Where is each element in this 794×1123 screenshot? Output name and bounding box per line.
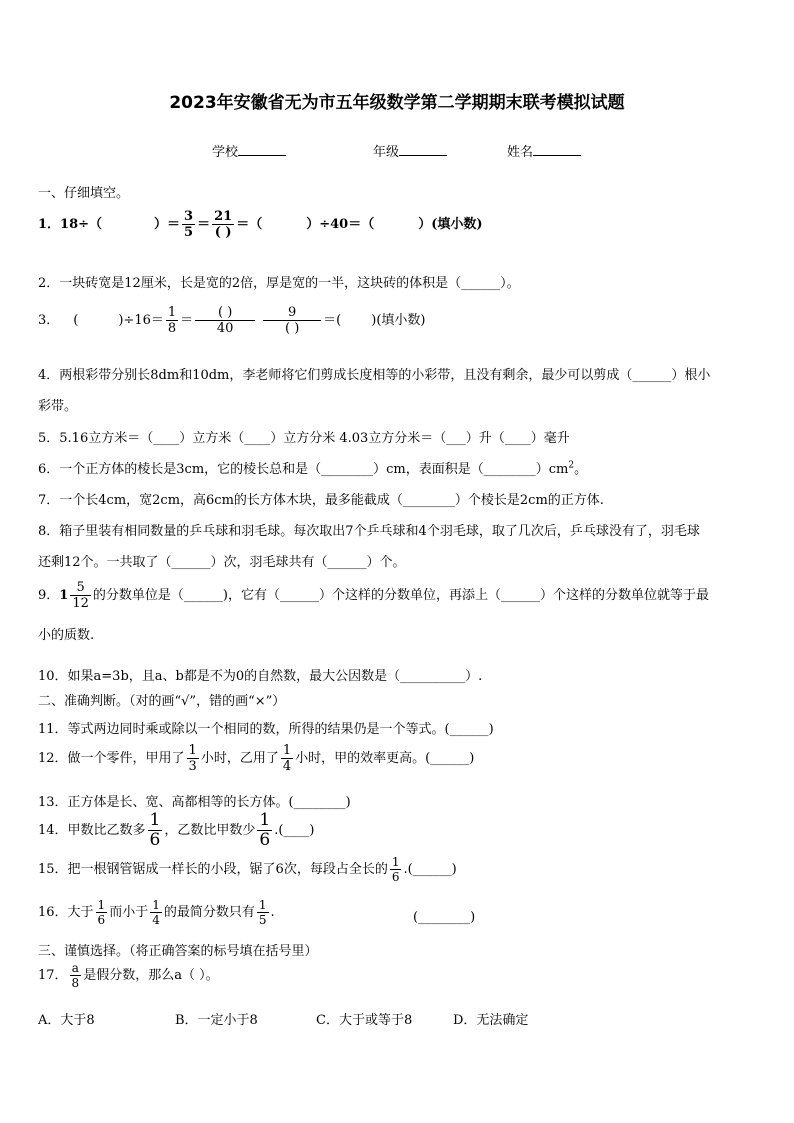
question-1 — [38, 210, 483, 239]
grade-field[interactable] — [373, 141, 447, 160]
question-8-line-1: 8．箱子里装有相同数量的乒乓球和羽毛球。每次取出7个乒乓球和4个羽毛球，取了几次后，乒乓球没有了，羽毛球 — [38, 524, 700, 539]
q9-whole-part: 1 — [59, 588, 69, 603]
q16-fraction-3: $\frac{1}{5}$ — [258, 898, 267, 927]
q1-fraction-1: $\frac{3}{5}$ — [184, 209, 194, 240]
question-9-line-2: 小的质数. — [38, 628, 95, 643]
q15-text-b: .(______) — [403, 862, 457, 877]
question-2: 2．一块砖宽是12厘米，长是宽的2倍，厚是宽的一半，这块砖的体积是（______）。 — [38, 276, 520, 291]
q3-text-c: ＝( — [323, 313, 342, 328]
question-14 — [38, 812, 315, 849]
question-4-line-1: 4．两根彩带分别长8dm和10dm，李老师将它们剪成长度相等的小彩带，且没有剩余，最少可以剪成（______）根小 — [38, 368, 711, 383]
q12-fraction-2: $\frac{1}{4}$ — [282, 743, 292, 774]
q6-superscript: 2 — [568, 460, 575, 471]
question-7: 7．一个长4cm，宽2cm，高6cm的长方体木块，最多能截成（________）个棱长是2cm的正方体. — [38, 493, 604, 508]
q14-text-c: .(____) — [274, 823, 315, 838]
question-number: 17． — [38, 968, 68, 983]
question-4-line-2: 彩带。 — [38, 399, 78, 414]
page-title: 2023年安徽省无为市五年级数学第二学期期末联考模拟试题 — [169, 93, 625, 113]
school-blank[interactable] — [238, 142, 286, 156]
q3-fraction-1: $\frac{1}{8}$ — [167, 305, 177, 336]
question-10: 10．如果a=3b，且a、b都是不为0的自然数，最大公因数是（__________）. — [38, 669, 483, 684]
question-number: 3． — [38, 313, 60, 328]
question-16 — [38, 899, 275, 926]
name-label: 姓名 — [507, 145, 534, 160]
question-5: 5．5.16立方米＝（____）立方米（____）立方分米 4.03立方分米＝（___）升（____）毫升 — [38, 431, 570, 446]
q17-option-c[interactable]: C．大于或等于8 — [316, 1013, 413, 1028]
q16-fraction-2: $\frac{1}{4}$ — [152, 898, 160, 927]
q15-fraction: $\frac{1}{6}$ — [391, 855, 400, 884]
q1-text-a: 18÷（ — [60, 217, 103, 232]
question-number: 1． — [38, 217, 61, 232]
q14-text-a: 14．甲数比乙数多 — [38, 823, 146, 838]
question-17 — [38, 962, 219, 989]
q17-option-d[interactable]: D．无法确定 — [453, 1013, 529, 1028]
q1-equals: ＝ — [197, 217, 211, 232]
name-field[interactable] — [507, 141, 581, 160]
q16-text-d: . — [270, 905, 275, 920]
q12-text-b: 小时，乙用了 — [200, 751, 279, 766]
q6-text-b: 。 — [574, 462, 588, 477]
q3-fraction-2: $\frac{( )}{40}$ — [195, 306, 255, 335]
q1-text-d: ）÷40＝（ — [306, 217, 375, 232]
school-label: 学校 — [212, 145, 239, 160]
q12-text-c: 小时，甲的效率更高。(______) — [295, 751, 475, 766]
q17-fraction: $\frac{a}{8}$ — [71, 961, 80, 990]
question-3 — [38, 306, 425, 335]
q3-equals: ＝ — [180, 313, 194, 328]
q16-fraction-1: $\frac{1}{6}$ — [97, 898, 106, 927]
question-6 — [38, 458, 587, 477]
q6-text-a: 6．一个正方体的棱长是3cm，它的棱长总和是（________）cm，表面积是（________）cm — [38, 462, 569, 477]
q3-text-d: )(填小数) — [371, 313, 426, 328]
q17-option-a[interactable]: A．大于8 — [38, 1013, 95, 1028]
section-2-heading: 二、准确判断。（对的画“√”，错的画“×”） — [38, 694, 286, 709]
grade-label: 年级 — [373, 145, 400, 160]
question-number: 9． — [38, 588, 60, 603]
q1-text-e: ）(填小数) — [418, 217, 483, 232]
q9-text-a: 的分数单位是（______)，它有（______）个这样的分数单位，再添上（______）个这样的分数单位就等于最 — [92, 588, 709, 603]
name-blank[interactable] — [533, 142, 581, 156]
question-8-line-2: 还剩12个。一共取了（______）次，羽毛球共有（______）个。 — [38, 555, 406, 570]
question-9 — [38, 581, 709, 610]
question-12 — [38, 744, 474, 773]
q1-fraction-2: $\frac{21}{( )}$ — [214, 209, 233, 240]
grade-blank[interactable] — [399, 142, 447, 156]
q3-text-a: ( — [73, 313, 79, 328]
q12-fraction-1: $\frac{1}{3}$ — [188, 743, 197, 774]
section-3-heading: 三、谨慎选择。（将正确答案的标号填在括号里） — [38, 944, 318, 959]
q16-text-b: 而小于 — [109, 905, 149, 920]
q17-option-b[interactable]: B．一定小于8 — [175, 1013, 258, 1028]
school-field[interactable] — [212, 141, 286, 160]
q1-text-c: ＝（ — [236, 217, 263, 232]
section-1-heading: 一、仔细填空。 — [38, 186, 130, 201]
q3-fraction-3: $\frac{9}{( )}$ — [263, 306, 321, 335]
q17-text-a: 是假分数，那么a（ ）。 — [83, 968, 219, 983]
question-15 — [38, 856, 457, 883]
q14-fraction-2: $\frac{1}{6}$ — [259, 810, 271, 850]
q16-text-a: 16．大于 — [38, 905, 94, 920]
q16-text-c: 的最简分数只有 — [163, 905, 255, 920]
q9-fraction: $\frac{5}{12}$ — [72, 580, 89, 611]
q1-text-b: ）＝ — [154, 217, 181, 232]
q14-text-b: ，乙数比甲数少 — [164, 823, 256, 838]
q14-fraction-1: $\frac{1}{6}$ — [149, 810, 161, 850]
question-16-answer-blank[interactable]: (________) — [413, 910, 476, 925]
q3-text-b: )÷16＝ — [118, 313, 164, 328]
question-13: 13．正方体是长、宽、高都相等的长方体。(________) — [38, 795, 351, 810]
question-11: 11．等式两边同时乘或除以一个相同的数，所得的结果仍是一个等式。(______) — [38, 722, 494, 737]
q15-text-a: 15．把一根钢管锯成一样长的小段，锯了6次，每段占全长的 — [38, 862, 388, 877]
q12-text-a: 12．做一个零件，甲用了 — [38, 751, 185, 766]
